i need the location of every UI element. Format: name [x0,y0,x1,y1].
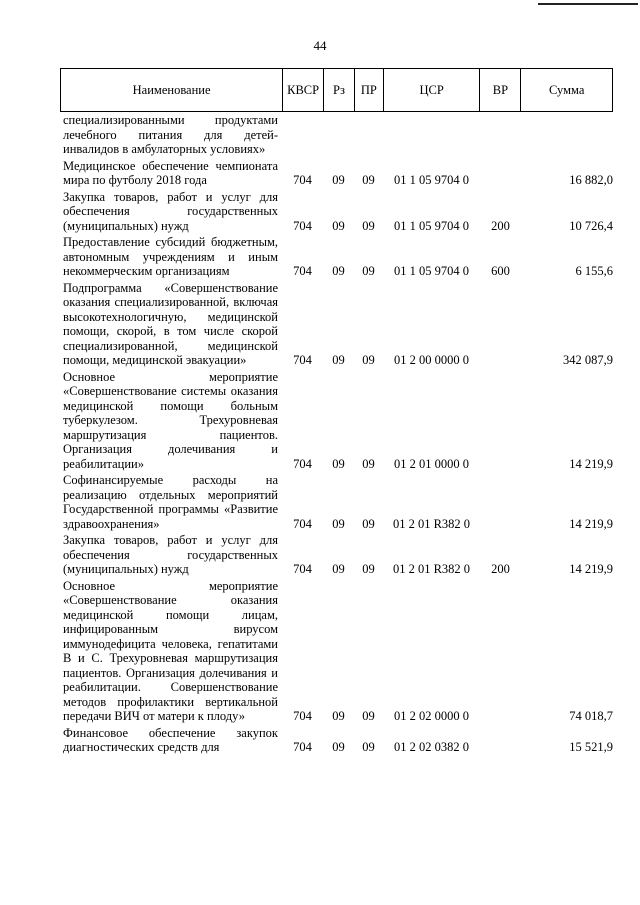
header-name: Наименование [132,82,211,97]
row-pr: 09 [362,218,375,233]
row-pr: 09 [362,264,375,278]
row-csr: 01 2 01 R382 0 [392,562,471,576]
row-pr: 09 [362,562,375,576]
row-rz: 09 [332,264,345,278]
row-sum: 14 219,9 [569,562,613,576]
row-name: Закупка товаров, работ и услуг для обеспечения государственных (муниципальных) нужд [63,533,278,576]
row-name: Закупка товаров, работ и услуг для обеспечения государственных (муниципальных) нужд [63,189,278,233]
header-vr: ВР [479,69,520,111]
row-csr: 01 2 02 0000 0 [394,709,469,723]
row-pr: 09 [362,353,375,367]
table-row [60,370,613,472]
row-csr: 01 1 05 9704 0 [394,264,469,278]
row-pr: 09 [362,709,375,723]
table-row [60,159,613,188]
row-name: Финансовое обеспечение закупок диагностических средств для [63,725,278,754]
row-rz: 09 [332,456,345,471]
row-kvsr: 704 [293,516,312,531]
table-row [60,281,613,368]
header-sum: Сумма [520,69,612,111]
row-name: Подпрограмма «Совершенствование оказания специализированной, включая высокотехнологичную, медицинской помощи, скорой, в том числе скорой специализированной, медицинской помощи, медицинской эвакуации» [63,280,278,367]
row-kvsr: 704 [293,173,312,187]
row-rz: 09 [332,353,345,367]
row-kvsr: 704 [293,218,312,233]
row-sum: 15 521,9 [569,740,613,754]
row-name: специализированными продуктами лечебного питания для детей-инвалидов в амбулаторных условиях» [63,113,278,156]
row-kvsr: 704 [293,264,312,278]
row-name: Основное мероприятие «Совершенствование оказания медицинской помощи лицам, инфицированным вирусом иммунодефицита человека, гепатитами В и С. Трехуровневая маршрутизация пациентов. Организация долечивания и реабилитации. Совершенствование методов профилактики вертикальной передачи ВИЧ от матери к плоду» [63,578,278,723]
row-pr: 09 [362,173,375,187]
row-csr: 01 2 00 0000 0 [394,353,469,367]
row-kvsr: 704 [293,709,312,723]
row-name: Медицинское обеспечение чемпионата мира по футболу 2018 года [63,158,278,187]
row-rz: 09 [332,562,345,576]
table-row [60,726,613,755]
row-name: Софинансируемые расходы на реализацию отдельных мероприятий Государственной программы «Развитие здравоохранения» [63,473,278,531]
row-vr: 200 [491,562,510,576]
row-sum: 10 726,4 [569,218,613,233]
table-body [60,113,613,757]
row-name: Предоставление субсидий бюджетным, автономным учреждениям и иным некоммерческим организациям [63,235,278,278]
row-pr: 09 [362,456,375,471]
table-row [60,113,613,157]
row-sum: 16 882,0 [569,173,613,187]
row-kvsr: 704 [293,562,312,576]
header-rz: Рз [323,69,354,111]
header-pr: ПР [354,69,383,111]
header-csr: ЦСР [383,69,480,111]
row-vr: 600 [491,264,510,278]
row-rz: 09 [332,709,345,723]
row-kvsr: 704 [293,740,312,754]
table-row [60,473,613,531]
page-number: 44 [313,38,327,53]
row-pr: 09 [362,516,375,531]
row-kvsr: 704 [293,353,312,367]
row-rz: 09 [332,516,345,531]
row-rz: 09 [332,218,345,233]
row-rz: 09 [332,740,345,754]
corner-border-line [538,3,638,5]
row-sum: 14 219,9 [569,516,613,531]
table-row [60,190,613,234]
row-csr: 01 1 05 9704 0 [394,173,469,187]
table-row [60,235,613,279]
row-sum: 6 155,6 [575,264,613,278]
table-row [60,533,613,577]
header-kvsr: КВСР [282,69,323,111]
row-csr: 01 2 01 R382 0 [392,516,471,531]
row-sum: 74 018,7 [569,709,613,723]
row-rz: 09 [332,173,345,187]
row-vr: 200 [491,218,510,233]
table-header [60,68,613,112]
table-row [60,579,613,724]
row-csr: 01 2 01 0000 0 [394,456,469,471]
row-kvsr: 704 [293,456,312,471]
row-pr: 09 [362,740,375,754]
row-sum: 14 219,9 [569,456,613,471]
row-name: Основное мероприятие «Совершенствование системы оказания медицинской помощи больным туберкулезом. Трехуровневая маршрутизация пациентов. Организация долечивания и реабилитации» [63,369,278,471]
row-csr: 01 1 05 9704 0 [394,218,469,233]
row-csr: 01 2 02 0382 0 [394,740,469,754]
row-sum: 342 087,9 [563,353,613,367]
